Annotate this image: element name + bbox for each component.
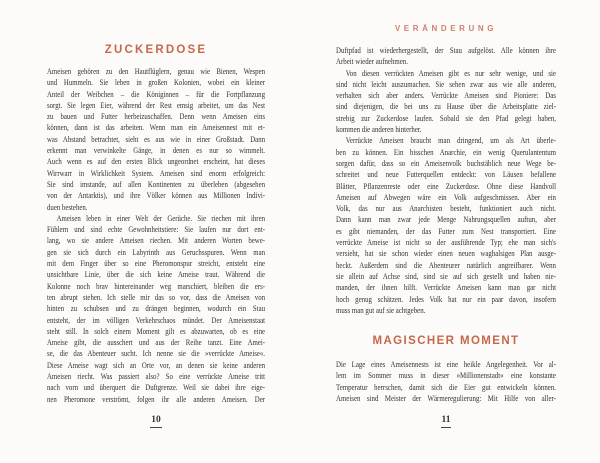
text-line: verrückte Ameise ist nicht so der ausführende Typ; ehe man sich's	[336, 237, 556, 248]
text-line: Diese Ameise wagt sich an Orte vor, an denen sie keine anderen	[47, 359, 266, 370]
text-line: können, dann ist das arbeiten. Wenn man ein Ameisennest mit et-	[47, 122, 266, 133]
text-line: nach vorn und überquert die Duftgrenze. Weil sie dabei ihre eige-	[47, 382, 266, 393]
text-line: und Hummeln. Sie leben in großen Kolonien, wobei ein kleiner	[47, 77, 266, 88]
page-right	[336, 0, 556, 463]
page-left-body	[47, 66, 265, 405]
text-line: steht still. In solch einem Moment gilt es abzuwarten, ob es eine	[47, 325, 266, 336]
text-line: versieht, hat sie schon wieder einen neuen waghalsigen Plan ausge-	[336, 248, 556, 259]
text-line: Dann kann man zwar jede Menge Nahrungsquellen auftun, aber	[336, 214, 556, 225]
text-line: es gibt niemanden, der das Futter zum Nest transportiert. Eine	[336, 225, 556, 236]
text-line: sie allein auf Achse sind, sind sie auf sich gestellt und haben nie-	[336, 270, 556, 281]
text-line: Ameisen sind Meister der Wärmeregulierung: Mit Hilfe von aller-	[336, 393, 556, 404]
text-line: Sie sind imstande, auf allen Kontinenten zu überleben (abgesehen	[47, 178, 266, 189]
page-left	[47, 0, 265, 463]
text-line: sind nicht leicht auszumachen. Sie sehen zwar aus wie alle anderen,	[336, 78, 556, 89]
text-line: duen bestehen.	[47, 201, 88, 212]
text-line: sorgen dafür, dass so ein Ameisenvolk buchstäblich neue Wege be-	[336, 157, 556, 168]
text-line: schreitet und neue Futterquellen entdeckt: von Läusen befallene	[336, 169, 556, 180]
text-line: kommen die anderen hinterher.	[336, 124, 422, 135]
page-right-body	[336, 45, 556, 404]
page-number-value: 11	[441, 415, 452, 428]
text-line: ben zu können. Ein bisschen Anarchie, ein wenig Querulantentum	[336, 146, 556, 157]
text-line: hoch genug schätzen. Jedes Volk hat nur ein paar davon, insofern	[336, 293, 556, 304]
page-number-value: 10	[150, 415, 162, 428]
text-line: erkennt man verwinkelte Gänge, in denen es nur so wimmelt.	[47, 145, 266, 156]
text-line: muss man gut auf sie achtgeben.	[336, 304, 426, 315]
page-number-right	[336, 415, 556, 428]
text-line: heckt. Außerdem sind die Abenteurer natürlich angreifbarer. Wenn	[336, 259, 556, 270]
text-line: Volk, das nur aus Anarchisten besteht, funktioniert auch nicht.	[336, 203, 556, 214]
section-heading-zuckerdose: ZUCKERDOSE	[104, 44, 208, 56]
running-head: VERÄNDERUNG	[394, 24, 498, 33]
text-line: manden, der ihnen hilft. Verrückte Ameisen kann man gar nicht	[336, 282, 556, 293]
text-line: Ameisen riecht. Was passiert also? So eine verrückte Ameise tritt	[47, 371, 266, 382]
text-line: entsteht, der im völligen Verkehrschaos mündet. Der Ameisenstaat	[47, 314, 266, 325]
text-line: sind diejenigen, die bei uns zu Hause über die Arbeitsplatte ziel-	[336, 101, 556, 112]
page-number-left	[47, 415, 265, 428]
text-line: Ameise gibt, die ausschert und aus der Reihe tanzt. Eine Amei-	[47, 337, 266, 348]
text-line: verhalten sich aber anders. Verrückte Ameisen sind Pioniere: Das	[336, 90, 556, 101]
text-line: Verrückte Ameisen braucht man dringend, um als Art überle-	[345, 135, 556, 146]
text-line: se, die das Abenteuer sucht. Ich nenne sie die »verrückte Ameise«.	[47, 348, 266, 359]
text-line: nen Pheromone verströmt, folgen ihr alle anderen Ameisen. Der	[47, 393, 266, 404]
text-line: Ameisen auf Abwegen wäre ein Volk aufgeschmissen. Aber ein	[336, 191, 556, 202]
text-line: ten abrupt stehen. Ich stelle mir das so vor, dass die Ameisen von	[47, 291, 266, 302]
text-line: Ameisen leben in einer Welt der Gerüche. Sie riechen mit ihren	[56, 212, 266, 223]
text-line: mit dem Finger über so eine Pheromonspur streicht, entsteht eine	[47, 258, 266, 269]
text-line: zu bauen und Futter herbeizuschaffen. Denn wenn Ameisen eins	[47, 111, 266, 122]
text-line: Arbeit wieder aufnehmen.	[336, 56, 408, 67]
text-line: was Abstand betrachtet, sieht es aus wie in einer Großstadt. Dann	[47, 133, 266, 144]
text-line: Duftpfad ist wiederhergestellt, der Stau aufgelöst. Alle können ihre	[336, 45, 556, 55]
text-line: gen sie sich durch ein Labyrinth aus Geruchsspuren. Wenn man	[47, 246, 266, 257]
text-line: Anteil der Weibchen – die Königinnen – für die Fortpflanzung	[47, 88, 266, 99]
text-line: lang, wo sie andere Ameisen riechen. Mit anderen Worten bewe-	[47, 235, 266, 246]
text-line: Temperatur herrschen, damit sich die Eier gut entwickeln können.	[336, 381, 556, 392]
text-line: Blätter, Pflanzenreste oder eine Zuckerdose. Ohne diese Handvoll	[336, 180, 556, 191]
text-line: Kolonne noch brav hintereinander weg marschiert, bleiben die ers-	[47, 280, 266, 291]
text-line: Die Lage eines Ameisennests ist eine heikle Angelegenheit. Vor al-	[336, 359, 556, 370]
text-line: Wirrwarr in Wirklichkeit System. Ameisen sind enorm erfolgreich:	[47, 167, 266, 178]
text-line: sorgt. Sie legen Eier, während der Rest emsig arbeitet, um das Nest	[47, 99, 266, 110]
text-line: von der Antarktis), und ihre Völker können aus Millionen Indivi-	[47, 190, 266, 201]
text-line: unsichtbare Linie, über die sich keine Ameise traut. Während die	[47, 269, 266, 280]
text-line: Von diesen verrückten Ameisen gibt es nur sehr wenige, und sie	[345, 67, 556, 78]
section-heading-magischer-moment: MAGISCHER MOMENT	[372, 335, 520, 348]
text-line: lem im Sommer muss in dieser »Millionenstadt« eine konstante	[336, 370, 556, 381]
text-line: hinten zu schubsen und zu drängen beginnen, wodurch ein Stau	[47, 303, 266, 314]
text-line: Fühlern und sind echte Gewohnheitstiere: Sie laufen nur dort ent-	[47, 224, 266, 235]
text-line: Ameisen gehören zu den Hautflüglern, genau wie Bienen, Wespen	[47, 66, 266, 76]
text-line: Auch wenn es auf den ersten Blick ungeordnet erscheint, hat dieses	[47, 156, 266, 167]
text-line: strebig zur Zuckerdose laufen. Sobald sie den Pfad gelegt haben,	[336, 112, 556, 123]
